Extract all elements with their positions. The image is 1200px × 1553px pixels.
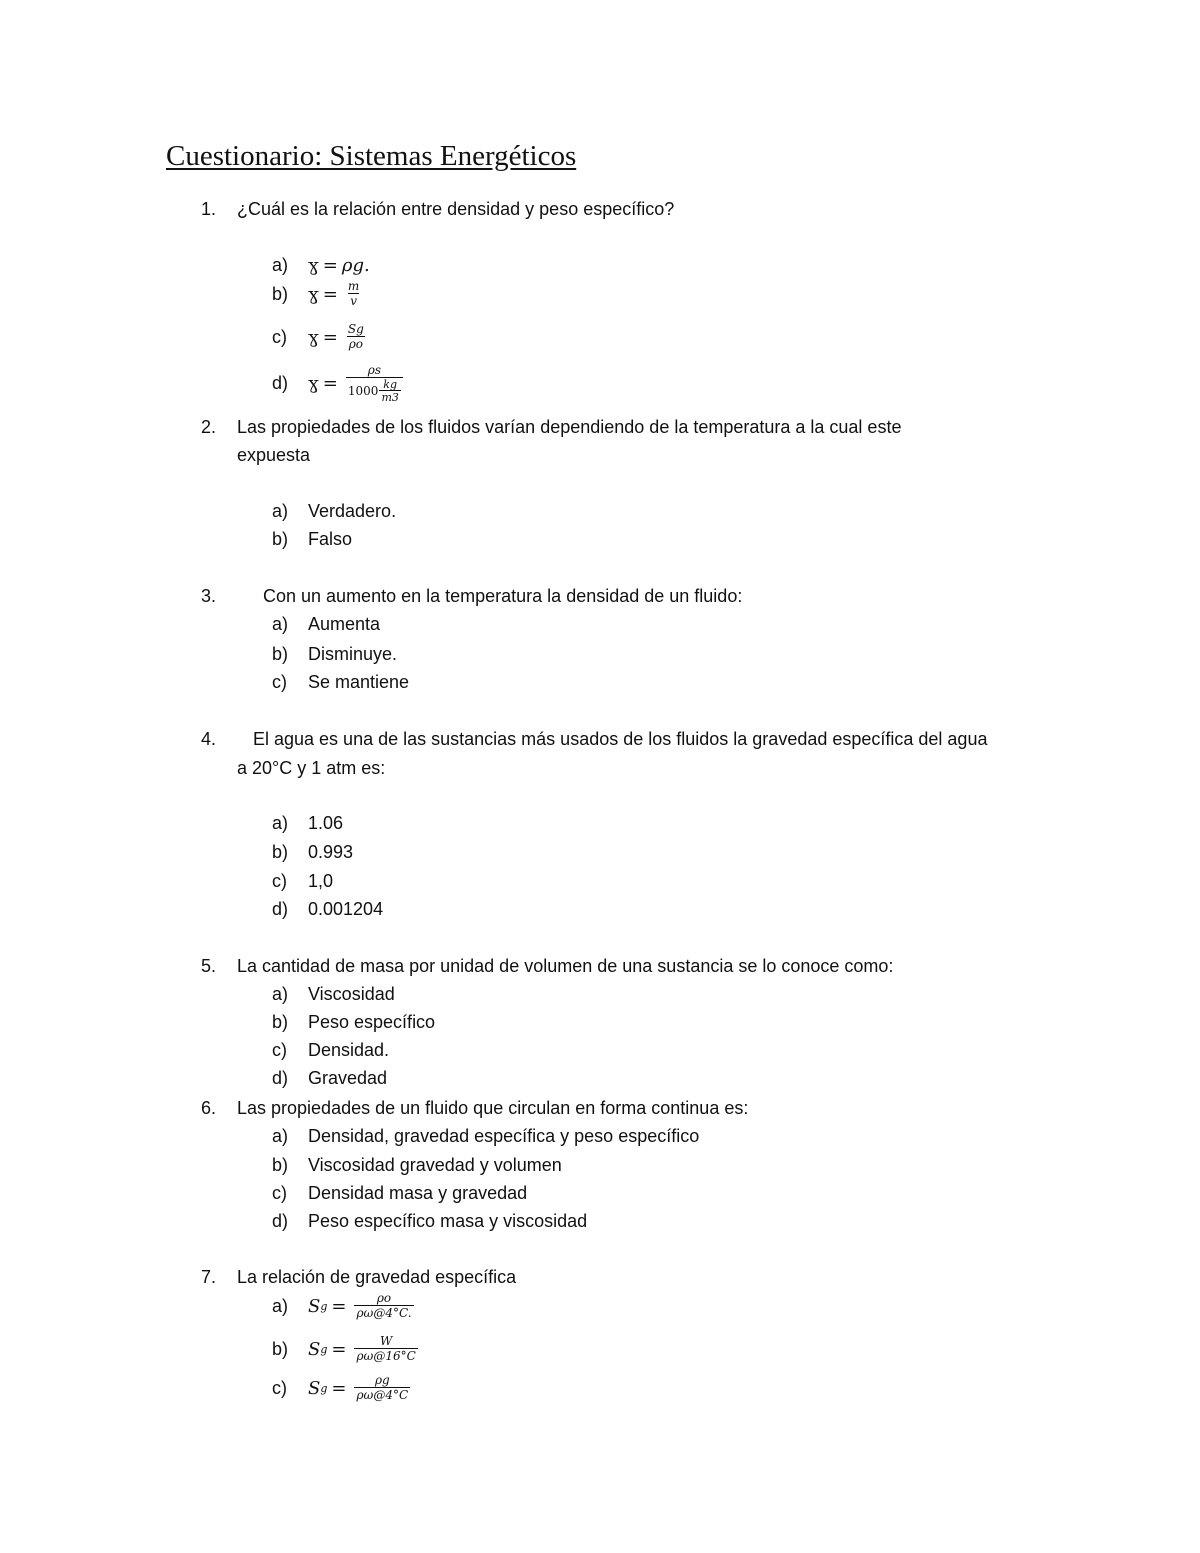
fraction xyxy=(354,1374,410,1402)
option-text: Verdadero. xyxy=(308,501,397,521)
question-number: 5. xyxy=(201,956,217,976)
question-text-continued: expuesta xyxy=(237,445,311,465)
option-d xyxy=(272,364,403,403)
option-label: c) xyxy=(272,672,287,692)
option-a xyxy=(272,501,396,522)
question-text: ¿Cuál es la relación entre densidad y peso específico? xyxy=(237,199,675,219)
equals-sign: = xyxy=(322,255,338,276)
equals-sign: = xyxy=(331,1377,347,1399)
unit-denominator: m3 xyxy=(381,391,399,404)
option-label: a) xyxy=(272,501,289,521)
question-number: 6. xyxy=(201,1098,217,1118)
option-c xyxy=(272,1040,389,1061)
option-text: 0.001204 xyxy=(308,899,384,919)
page-title: Cuestionario: Sistemas Energéticos xyxy=(166,140,577,172)
option-label: d) xyxy=(272,1068,289,1088)
formula-lhs-subscript: g xyxy=(320,1342,328,1356)
option-text: Peso específico masa y viscosidad xyxy=(308,1211,588,1231)
fraction-numerator: ρg xyxy=(374,1373,390,1387)
option-d xyxy=(272,1068,387,1089)
option-a xyxy=(272,1292,414,1320)
option-b xyxy=(272,644,397,665)
fraction-numerator: ρs xyxy=(367,363,381,377)
option-text: Gravedad xyxy=(308,1068,388,1088)
denominator-coefficient: 1000 xyxy=(347,383,379,398)
option-label: a) xyxy=(272,813,289,833)
formula-lhs-subscript: g xyxy=(320,1299,328,1313)
option-label: d) xyxy=(272,373,289,393)
option-a xyxy=(272,984,395,1005)
fraction xyxy=(346,323,366,351)
question-text: Las propiedades de un fluido que circulan en forma continua es: xyxy=(237,1098,749,1118)
fraction-denominator: v xyxy=(350,294,357,308)
option-label: b) xyxy=(272,644,289,664)
fraction-numerator: W xyxy=(379,1334,393,1348)
option-label: c) xyxy=(272,1377,287,1398)
formula-lhs: ɣ xyxy=(308,283,319,305)
option-label: b) xyxy=(272,1012,289,1032)
fraction xyxy=(354,1335,417,1363)
option-label: b) xyxy=(272,529,289,549)
option-label: c) xyxy=(272,1183,287,1203)
fraction-numerator: ρo xyxy=(376,1291,392,1305)
option-b xyxy=(272,1012,435,1033)
option-b xyxy=(272,842,353,863)
option-d xyxy=(272,1211,587,1232)
equals-sign: = xyxy=(322,283,338,305)
option-text: 0.993 xyxy=(308,842,354,862)
formula xyxy=(308,323,366,351)
option-text: Disminuye. xyxy=(308,644,398,664)
fraction xyxy=(346,364,403,403)
option-label: b) xyxy=(272,1338,289,1359)
unit-numerator: kg xyxy=(383,378,398,391)
option-text: Falso xyxy=(308,529,353,549)
option-text: Viscosidad gravedad y volumen xyxy=(308,1155,562,1175)
fraction-denominator: ρω@4°C xyxy=(356,1388,409,1402)
option-label: b) xyxy=(272,842,289,862)
option-b xyxy=(272,280,361,308)
option-text: 1.06 xyxy=(308,813,344,833)
formula-lhs: ɣ xyxy=(308,326,319,348)
option-a xyxy=(272,813,343,834)
option-label: a) xyxy=(272,255,289,275)
formula xyxy=(308,1335,418,1363)
question-number: 3. xyxy=(201,586,217,606)
fraction-denominator xyxy=(346,377,403,403)
option-text: Densidad, gravedad específica y peso específico xyxy=(308,1126,700,1146)
formula-lhs: S xyxy=(308,1295,321,1317)
option-label: b) xyxy=(272,1155,289,1175)
formula-lhs: ɣ xyxy=(308,255,319,276)
question-number: 2. xyxy=(201,417,217,437)
option-label: c) xyxy=(272,1040,287,1060)
formula xyxy=(308,1374,410,1402)
formula xyxy=(308,280,361,308)
question-text: La relación de gravedad específica xyxy=(237,1267,517,1287)
option-text: 1,0 xyxy=(308,871,334,891)
fraction-numerator: Sg xyxy=(347,322,364,336)
formula-lhs: ɣ xyxy=(308,373,319,394)
formula-lhs: S xyxy=(308,1338,321,1360)
question-number: 7. xyxy=(201,1267,217,1287)
formula-lhs: S xyxy=(308,1377,321,1399)
fraction xyxy=(354,1292,413,1320)
option-text: Viscosidad xyxy=(308,984,395,1004)
option-c xyxy=(272,1183,527,1204)
option-text: Densidad masa y gravedad xyxy=(308,1183,528,1203)
option-label: c) xyxy=(272,871,287,891)
question-text: Con un aumento en la temperatura la densidad de un fluido: xyxy=(263,586,743,606)
fraction-denominator: ρω@16°C xyxy=(356,1349,416,1363)
option-label: d) xyxy=(272,899,289,919)
option-label: d) xyxy=(272,1211,289,1231)
question-text: El agua es una de las sustancias más usados de los fluidos la gravedad específica del agua xyxy=(253,729,988,749)
option-a xyxy=(272,614,380,635)
question-number: 4. xyxy=(201,729,217,749)
fraction xyxy=(346,280,361,308)
option-c xyxy=(272,323,366,351)
option-a xyxy=(272,1126,699,1147)
equals-sign: = xyxy=(322,373,338,394)
question-text: La cantidad de masa por unidad de volumen de una sustancia se lo conoce como: xyxy=(237,956,894,976)
fraction-denominator: ρω@4°C. xyxy=(356,1306,412,1320)
option-c xyxy=(272,871,333,892)
formula xyxy=(308,255,370,276)
question-text-continued: a 20°C y 1 atm es: xyxy=(237,758,386,778)
equals-sign: = xyxy=(331,1295,347,1317)
formula xyxy=(308,364,403,403)
formula xyxy=(308,1292,414,1320)
unit-fraction xyxy=(379,379,400,403)
option-c xyxy=(272,672,409,693)
option-label: a) xyxy=(272,1295,289,1316)
option-label: c) xyxy=(272,326,287,347)
option-b xyxy=(272,1155,562,1176)
question-text: Las propiedades de los fluidos varían dependiendo de la temperatura a la cual este xyxy=(237,417,902,437)
fraction-numerator: m xyxy=(347,279,360,293)
option-label: a) xyxy=(272,984,289,1004)
option-b xyxy=(272,1335,418,1363)
option-label: a) xyxy=(272,614,289,634)
option-text: Densidad. xyxy=(308,1040,390,1060)
question-number: 1. xyxy=(201,199,217,219)
fraction-denominator: ρo xyxy=(348,337,363,351)
equals-sign: = xyxy=(322,326,338,348)
option-d xyxy=(272,899,383,920)
option-c xyxy=(272,1374,410,1402)
option-label: a) xyxy=(272,1126,289,1146)
formula-lhs-subscript: g xyxy=(320,1381,328,1395)
option-b xyxy=(272,529,352,550)
option-text: Se mantiene xyxy=(308,672,410,692)
equals-sign: = xyxy=(331,1338,347,1360)
option-text: Peso específico xyxy=(308,1012,436,1032)
option-a xyxy=(272,255,370,276)
option-text: Aumenta xyxy=(308,614,381,634)
formula-expression: ρg. xyxy=(341,255,370,276)
option-label: b) xyxy=(272,283,289,304)
